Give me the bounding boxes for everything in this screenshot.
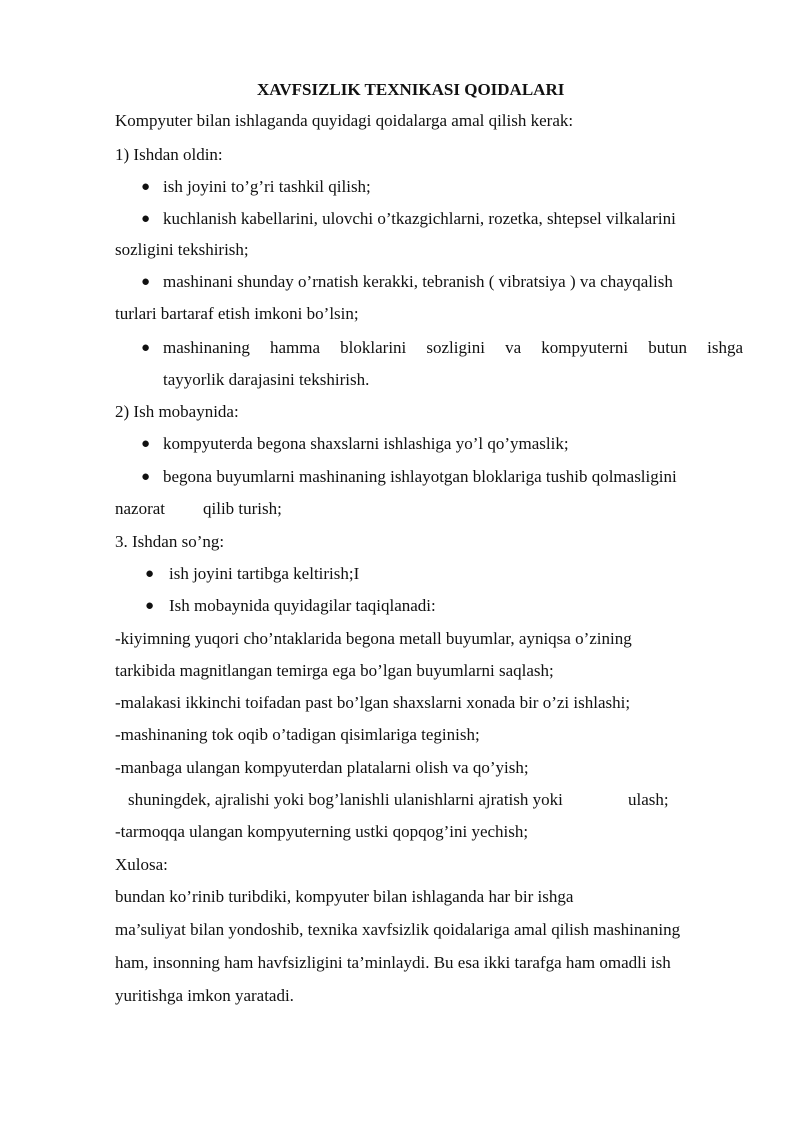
section-1-bullet-1: ish joyini to’g’ri tashkil qilish; [163, 177, 371, 196]
conclusion-line-1: bundan ko’rinib turibdiki, kompyuter bilan ishlaganda har bir ishga [115, 887, 574, 906]
prohibition-6: -tarmoqqa ulangan kompyuterning ustki qopqog’ini yechish; [115, 822, 529, 841]
bullet-icon: ● [141, 469, 151, 485]
bullet-icon: ● [141, 340, 151, 356]
section-3-bullet-2: Ish mobaynida quyidagilar taqiqlanadi: [169, 596, 436, 615]
conclusion-line-3: ham, insonning ham havfsizligini ta’minlaydi. Bu esa ikki tarafga ham omadli ish [115, 953, 671, 972]
section-2-bullet-2-line-2-start: nazorat [115, 499, 166, 518]
bullet-icon: ● [145, 598, 155, 614]
section-1-bullet-4-line-2: tayyorlik darajasini tekshirish. [163, 370, 370, 389]
bullet-icon: ● [141, 274, 151, 290]
prohibition-1-line-2: tarkibida magnitlangan temirga ega bo’lgan buyumlarni saqlash; [115, 661, 554, 680]
section-1-bullet-4-line-1: mashinaning hamma bloklarini sozligini va kompyuterni butun ishga [163, 338, 743, 357]
bullet-icon: ● [141, 179, 151, 195]
document-title: XAVFSIZLIK TEXNIKASI QOIDALARI [257, 80, 565, 99]
section-3-bullet-1: ish joyini tartibga keltirish;I [169, 564, 360, 583]
prohibition-3: -mashinaning tok oqib o’tadigan qisimlariga teginish; [115, 725, 480, 744]
prohibition-5-end: ulash; [628, 790, 669, 809]
section-1-bullet-2-line-1: kuchlanish kabellarini, ulovchi o’tkazgichlarni, rozetka, shtepsel vilkalarini [163, 209, 676, 228]
prohibition-1-line-1: -kiyimning yuqori cho’ntaklarida begona metall buyumlar, ayniqsa o’zining [115, 629, 632, 648]
bullet-icon: ● [145, 566, 155, 582]
conclusion-line-4: yuritishga imkon yaratadi. [115, 986, 294, 1005]
section-3-heading: 3. Ishdan so’ng: [115, 532, 225, 551]
conclusion-line-2: ma’suliyat bilan yondoshib, texnika xavfsizlik qoidalariga amal qilish mashinaning [115, 920, 681, 939]
section-2-heading: 2) Ish mobaynida: [115, 402, 239, 421]
prohibition-4: -manbaga ulangan kompyuterdan platalarni olish va qo’yish; [115, 758, 529, 777]
bullet-icon: ● [141, 436, 151, 452]
section-2-bullet-1: kompyuterda begona shaxslarni ishlashiga yo’l qo’ymaslik; [163, 434, 569, 453]
conclusion-heading: Xulosa: [115, 855, 168, 874]
section-1-bullet-3-line-2: turlari bartaraf etish imkoni bo’lsin; [115, 304, 359, 323]
section-1-bullet-2-line-2: sozligini tekshirish; [115, 240, 249, 259]
section-2-bullet-2-line-2-end: qilib turish; [203, 499, 282, 518]
prohibition-5-start: shuningdek, ajralishi yoki bog’lanishli ulanishlarni ajratish yoki [128, 790, 563, 809]
bullet-icon: ● [141, 211, 151, 227]
prohibition-2: -malakasi ikkinchi toifadan past bo’lgan shaxslarni xonada bir o’zi ishlashi; [115, 693, 631, 712]
section-1-bullet-3-line-1: mashinani shunday o’rnatish kerakki, tebranish ( vibratsiya ) va chayqalish [163, 272, 673, 291]
section-1-heading: 1) Ishdan oldin: [115, 145, 223, 164]
section-2-bullet-2-line-1: begona buyumlarni mashinaning ishlayotgan bloklariga tushib qolmasligini [163, 467, 677, 486]
intro-text: Kompyuter bilan ishlaganda quyidagi qoidalarga amal qilish kerak: [115, 111, 574, 130]
